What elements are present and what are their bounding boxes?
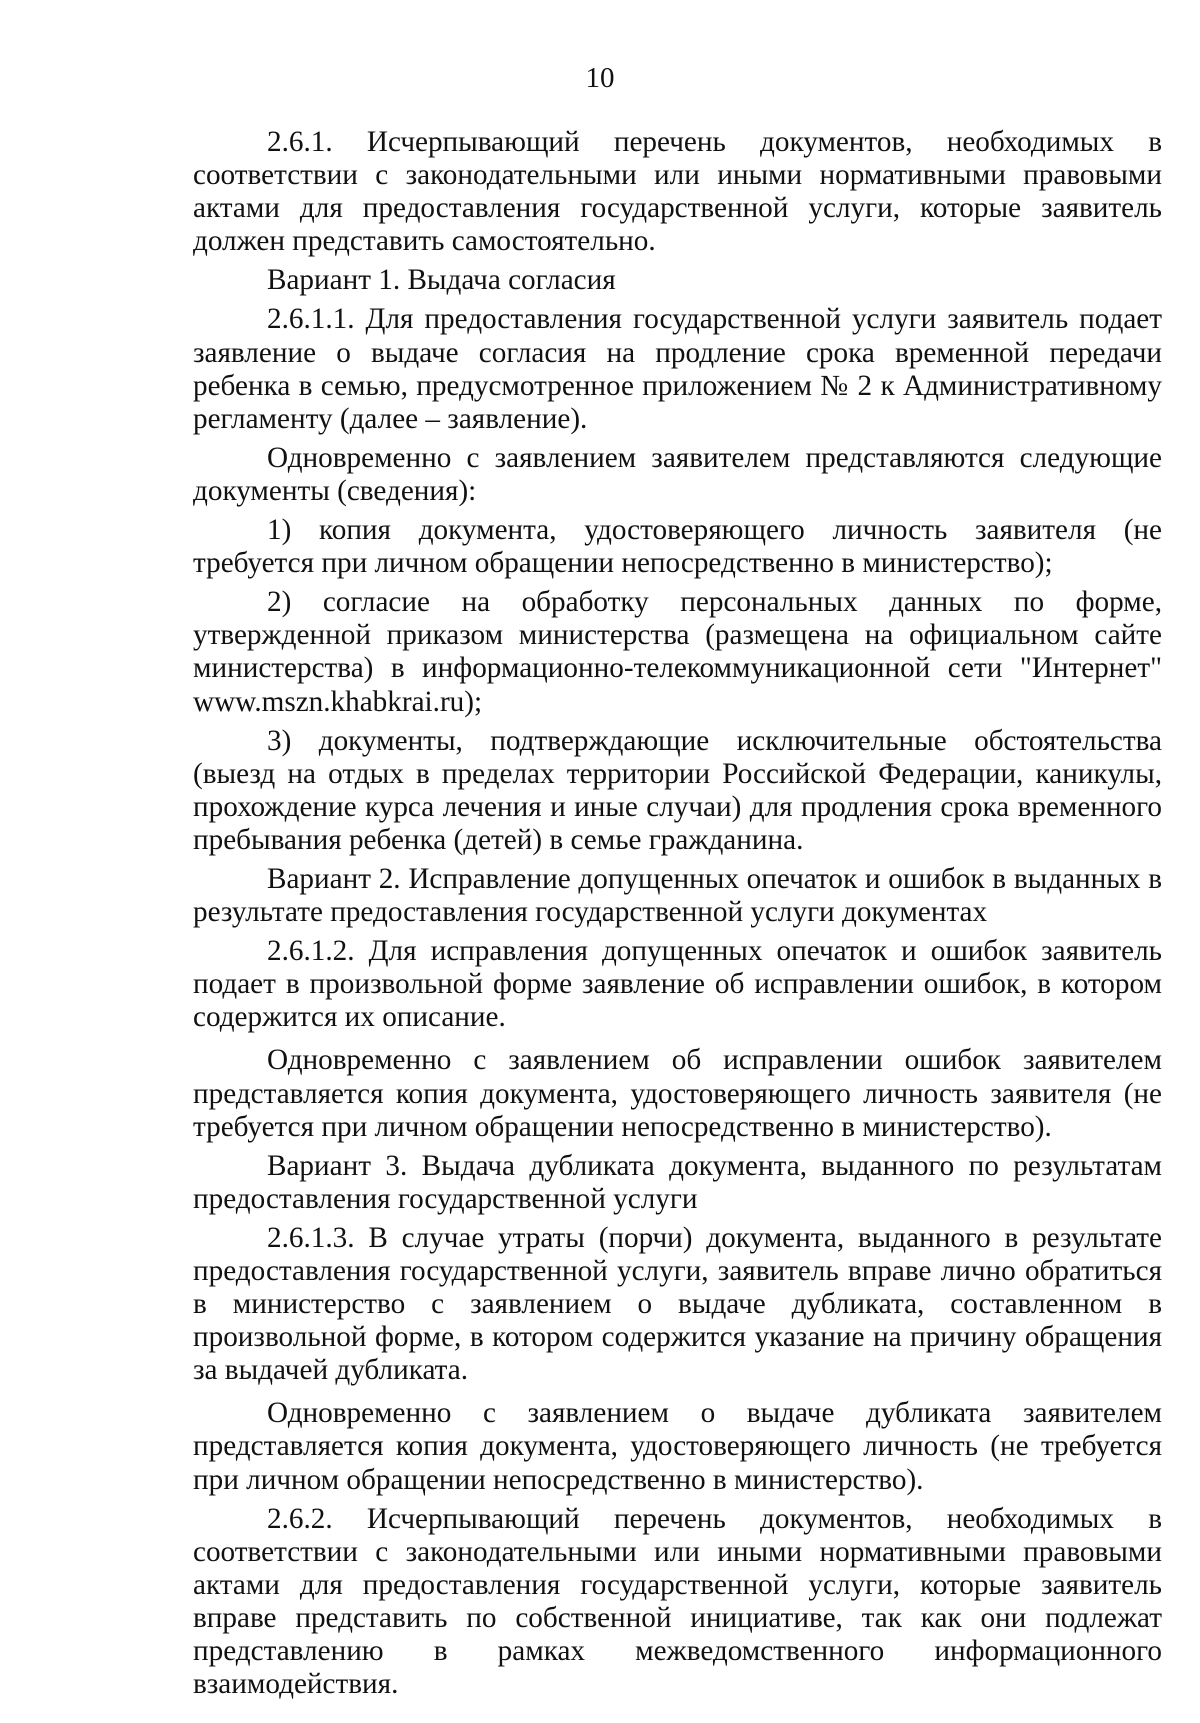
paragraph-documents-intro: Одновременно с заявлением заявителем представляются следующие документы (сведения):	[193, 441, 1162, 507]
paragraph-2-6-2: 2.6.2. Исчерпывающий перечень документов, необходимых в соответствии с законодательными или иными нормативными правовыми актами для предоставления государственной услуги, которые заявитель вправе представить по собственной инициативе, так как они подлежат представлению в рамках межведомственного информационного взаимодействия.	[193, 1502, 1162, 1701]
paragraph-2-6-1-2: 2.6.1.2. Для исправления допущенных опечаток и ошибок заявитель подает в произвольной форме заявление об исправлении ошибок, в котором содержится их описание.	[193, 935, 1162, 1034]
heading-variant-2: Вариант 2. Исправление допущенных опечаток и ошибок в выданных в результате предоставления государственной услуги документах	[193, 862, 1162, 929]
heading-variant-1: Вариант 1. Выдача согласия	[267, 264, 616, 297]
list-item-1: 1) копия документа, удостоверяющего личность заявителя (не требуется при личном обращении непосредственно в министерство);	[193, 514, 1162, 580]
paragraph-2-6-1-1: 2.6.1.1. Для предоставления государственной услуги заявитель подает заявление о выдаче согласия на продление срока временной передачи ребенка в семью, предусмотренное приложением № 2 к Административному регламенту (далее – заявление).	[193, 303, 1162, 435]
paragraph-2-6-1: 2.6.1. Исчерпывающий перечень документов, необходимых в соответствии с законодательными или иными нормативными правовыми актами для предоставления государственной услуги, которые заявитель должен представить самостоятельно.	[193, 126, 1162, 258]
list-item-3: 3) документы, подтверждающие исключительные обстоятельства (выезд на отдых в пределах территории Российской Федерации, каникулы, прохождение курса лечения и иные случаи) для продления срока временного пребывания ребенка (детей) в семье гражданина.	[193, 724, 1162, 856]
paragraph-correction-docs: Одновременно с заявлением об исправлении ошибок заявителем представляется копия документа, удостоверяющего личность заявителя (не требуется при личном обращении непосредственно в министерство).	[193, 1044, 1162, 1143]
page-number: 10	[585, 62, 615, 94]
document-body	[193, 126, 1162, 1701]
list-item-2: 2) согласие на обработку персональных данных по форме, утвержденной приказом министерства (размещена на официальном сайте министерства) в информационно-телекоммуникационной сети "Интернет" www.mszn.khabkrai.ru);	[193, 586, 1162, 718]
paragraph-2-6-1-3: 2.6.1.3. В случае утраты (порчи) документа, выданного в результате предоставления государственной услуги, заявитель вправе лично обратиться в министерство с заявлением о выдаче дубликата, составленном в произвольной форме, в котором содержится указание на причину обращения за выдачей дубликата.	[193, 1221, 1162, 1387]
heading-variant-3: Вариант 3. Выдача дубликата документа, выданного по результатам предоставления государственной услуги	[193, 1149, 1162, 1215]
paragraph-duplicate-docs: Одновременно с заявлением о выдаче дубликата заявителем представляется копия документа, удостоверяющего личность (не требуется при личном обращении непосредственно в министерство).	[193, 1397, 1162, 1496]
